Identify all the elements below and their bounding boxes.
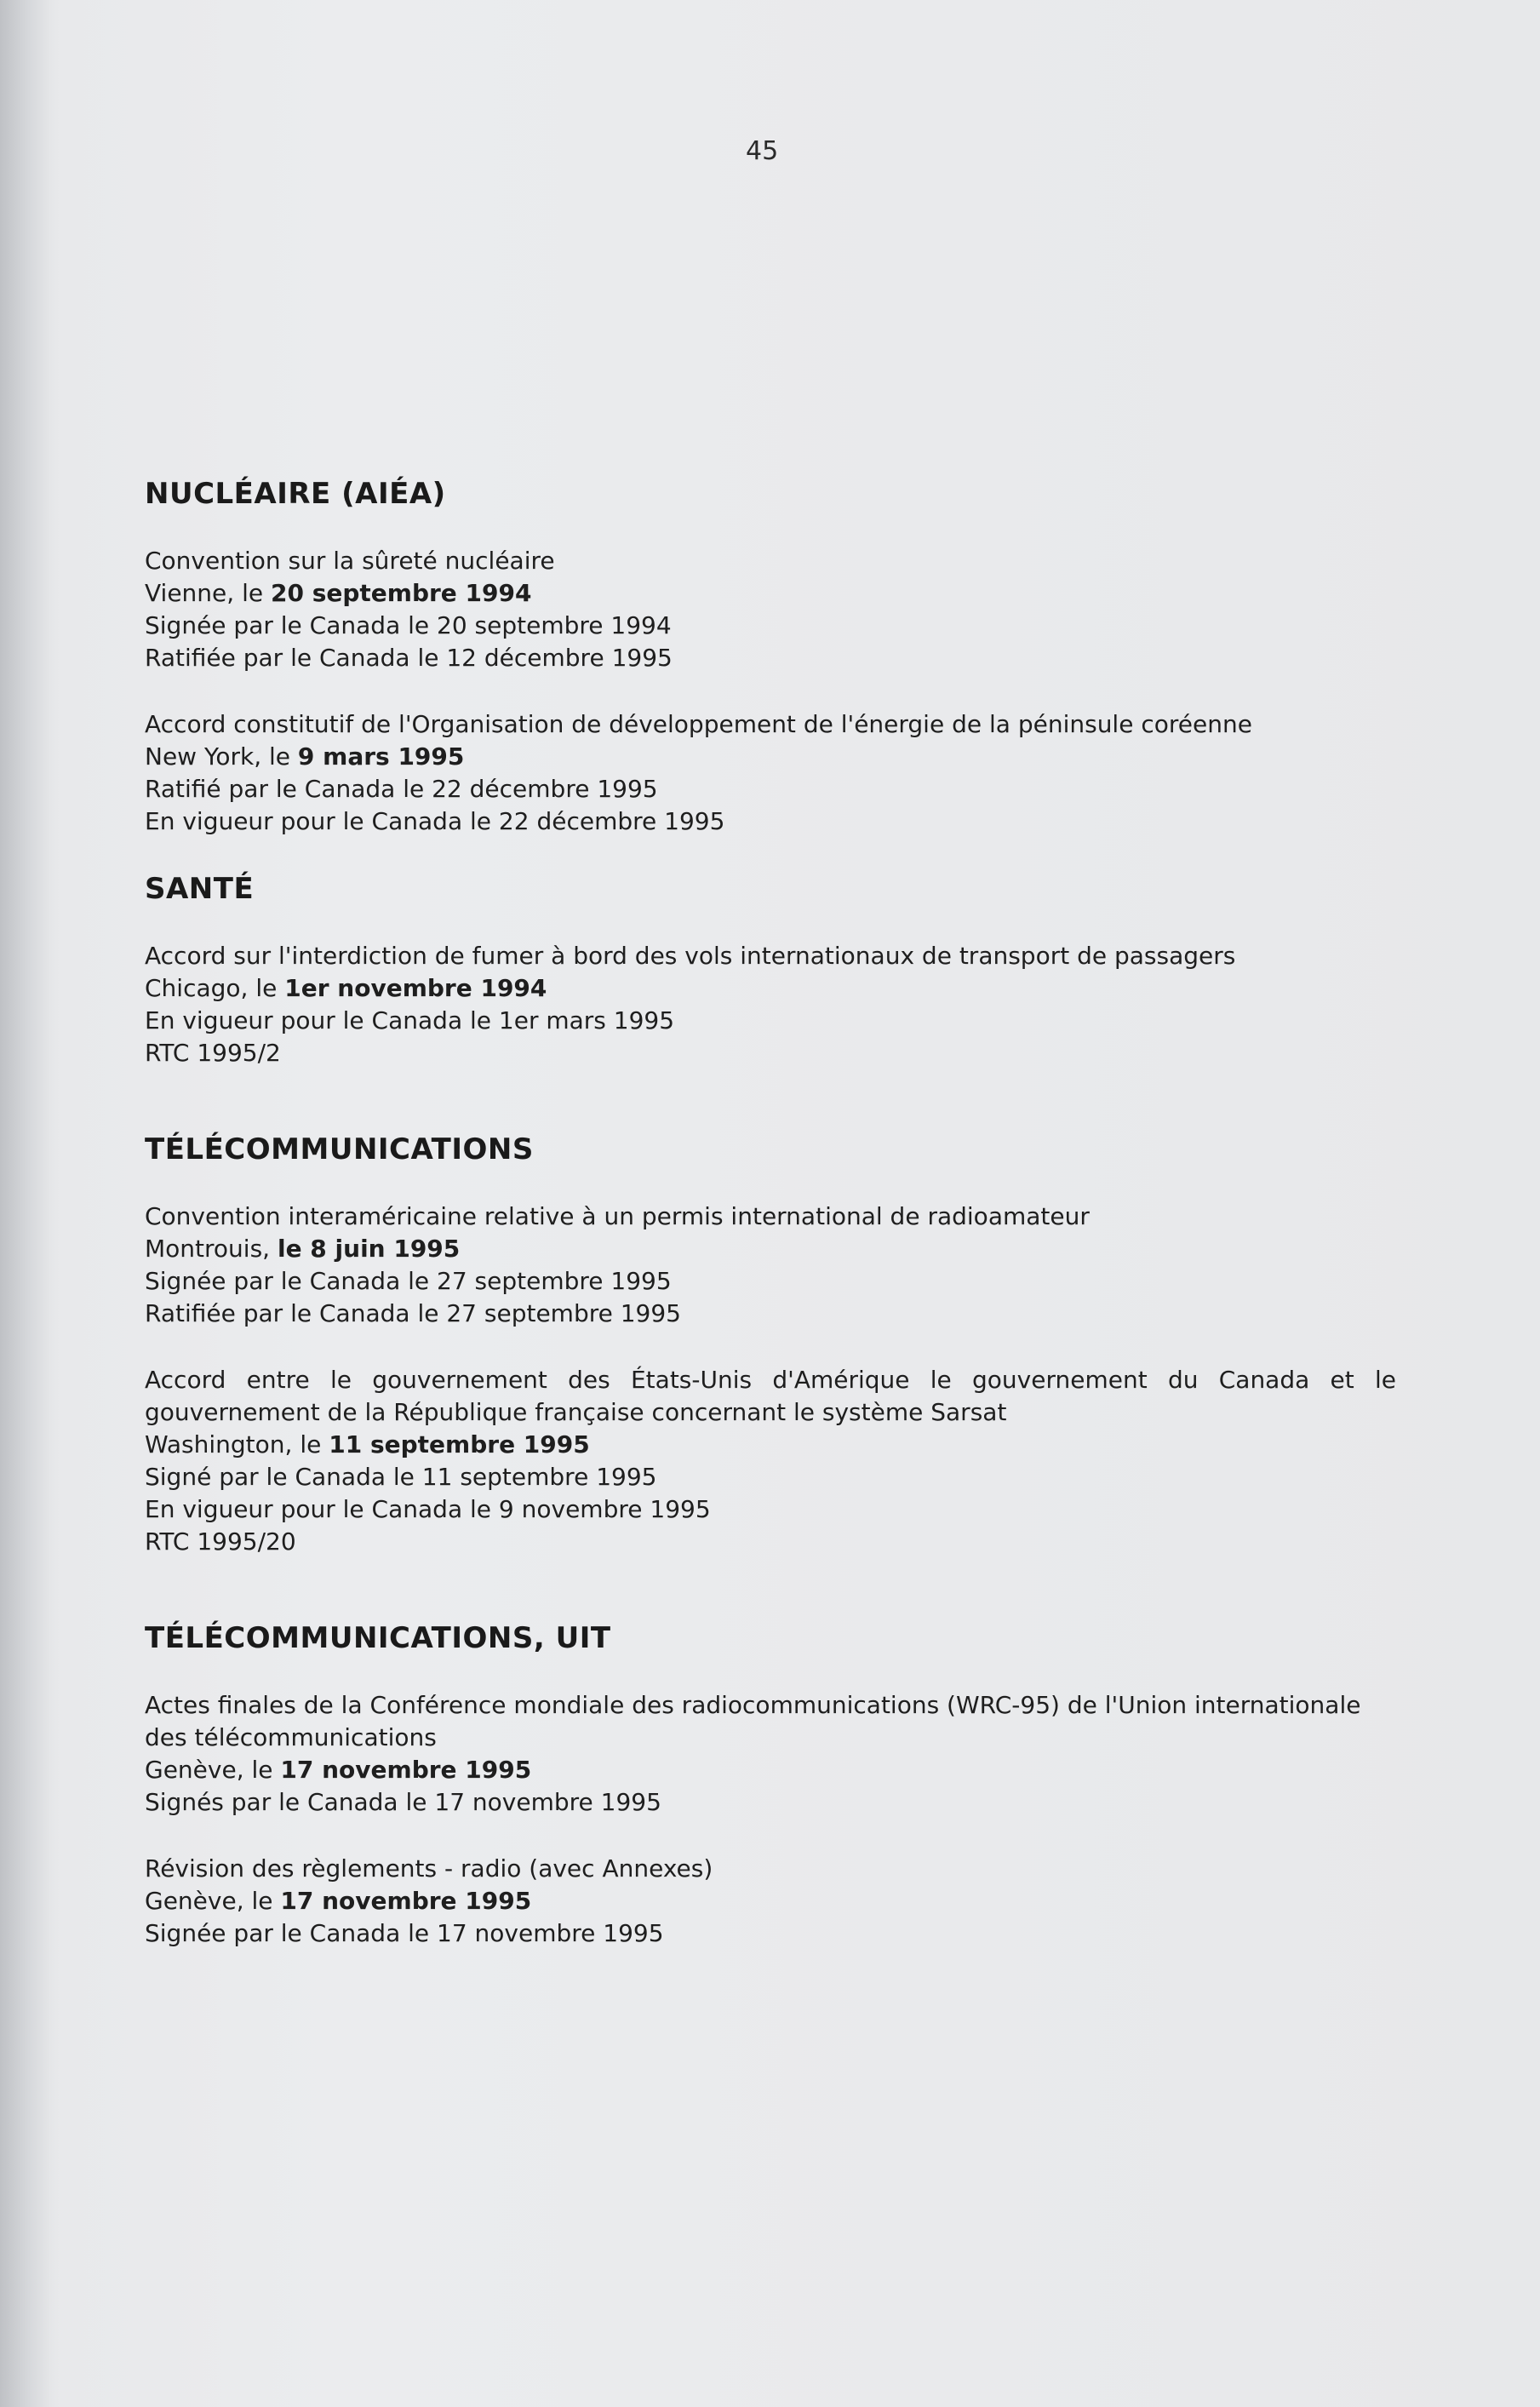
section-telecommunications	[145, 1132, 1404, 1558]
treaty-title: Accord constitutif de l'Organisation de développement de l'énergie de la péninsule coréenne	[145, 710, 1252, 738]
treaty-date: 17 novembre 1995	[280, 1756, 532, 1784]
treaty-entry	[145, 545, 1396, 674]
treaty-detail: Signé par le Canada le 11 septembre 1995	[145, 1463, 657, 1491]
treaty-entry	[145, 940, 1396, 1069]
treaty-detail: En vigueur pour le Canada le 22 décembre 1995	[145, 807, 725, 835]
treaty-detail: RTC 1995/2	[145, 1039, 281, 1067]
treaty-place: Genève, le	[145, 1756, 281, 1784]
treaty-place: Vienne, le	[145, 579, 271, 607]
treaty-place-date	[145, 1885, 1396, 1917]
treaty-detail: Ratifiée par le Canada le 12 décembre 1995	[145, 644, 673, 672]
section-title: NUCLÉAIRE (AIÉA)	[145, 477, 446, 511]
treaty-detail: Ratifié par le Canada le 22 décembre 1995	[145, 775, 658, 803]
treaty-entry	[145, 1853, 1396, 1950]
treaty-entry	[145, 708, 1396, 838]
treaty-place-date	[145, 741, 1396, 773]
section-title: SANTÉ	[145, 872, 255, 906]
treaty-entry	[145, 1364, 1404, 1558]
section-title: TÉLÉCOMMUNICATIONS, UIT	[145, 1621, 611, 1655]
treaty-place-date	[145, 1233, 1396, 1265]
treaty-list	[145, 477, 1404, 1984]
treaty-place-date	[145, 577, 1396, 610]
treaty-detail: Signés par le Canada le 17 novembre 1995	[145, 1788, 661, 1816]
section-spacer	[145, 1103, 1396, 1132]
treaty-place-date	[145, 1754, 1396, 1786]
treaty-date: 17 novembre 1995	[280, 1887, 532, 1915]
section-sante	[145, 872, 1396, 1069]
treaty-date: le 8 juin 1995	[277, 1235, 461, 1263]
treaty-date: 11 septembre 1995	[329, 1430, 590, 1459]
section-spacer	[145, 1592, 1396, 1621]
treaty-detail: Ratifiée par le Canada le 27 septembre 1995	[145, 1299, 681, 1327]
treaty-place-date	[145, 1429, 1396, 1461]
treaty-date: 9 mars 1995	[297, 742, 465, 771]
treaty-place: Chicago, le	[145, 974, 285, 1002]
treaty-title: Actes finales de la Conférence mondiale des radiocommunications (WRC-95) de l'Union internationale des télécommunications	[145, 1691, 1369, 1751]
treaty-detail: Signée par le Canada le 20 septembre 1994	[145, 611, 672, 639]
treaty-date: 20 septembre 1994	[270, 579, 532, 607]
treaty-title: Convention interaméricaine relative à un permis international de radioamateur	[145, 1202, 1090, 1230]
treaty-entry	[145, 1201, 1396, 1330]
treaty-detail: En vigueur pour le Canada le 9 novembre 1995	[145, 1495, 711, 1523]
treaty-detail: RTC 1995/20	[145, 1527, 296, 1556]
treaty-title: Convention sur la sûreté nucléaire	[145, 547, 555, 575]
treaty-place: Washington, le	[145, 1430, 329, 1459]
treaty-detail: Signée par le Canada le 27 septembre 1995	[145, 1267, 672, 1295]
treaty-title: Accord sur l'interdiction de fumer à bord des vols internationaux de transport de passagers	[145, 942, 1236, 970]
treaty-detail: En vigueur pour le Canada le 1er mars 1995	[145, 1006, 675, 1034]
section-nucleaire	[145, 477, 1396, 838]
treaty-entry	[145, 1689, 1396, 1819]
section-title: TÉLÉCOMMUNICATIONS	[145, 1132, 534, 1166]
treaty-place: New York, le	[145, 742, 298, 771]
treaty-title: Révision des règlements - radio (avec Annexes)	[145, 1854, 713, 1883]
section-telecommunications-uit	[145, 1621, 1396, 1950]
treaty-date: 1er novembre 1994	[284, 974, 547, 1002]
page-number: 45	[746, 136, 779, 166]
treaty-place-date	[145, 972, 1396, 1005]
treaty-place: Montrouis,	[145, 1235, 278, 1263]
treaty-title: Accord entre le gouvernement des États-Unis d'Amérique le gouvernement du Canada et le gouvernement de la République française concernant le système Sarsat	[145, 1366, 1404, 1426]
treaty-detail: Signée par le Canada le 17 novembre 1995	[145, 1919, 664, 1947]
book-spine-shadow	[0, 0, 49, 2407]
treaty-place: Genève, le	[145, 1887, 281, 1915]
